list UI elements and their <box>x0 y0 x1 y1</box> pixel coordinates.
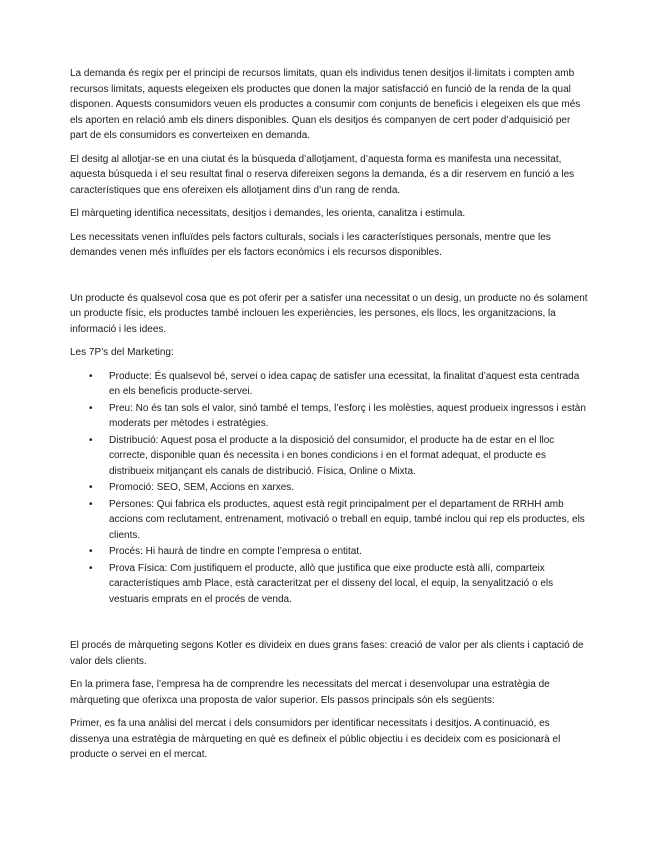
paragraph-first-phase: En la primera fase, l’empresa ha de comprendre les necessitats del mercat i desenvolupar una estratègia de màrqueting que oferixca una proposta de valor superior. Els passos principals són els següents: <box>70 679 550 706</box>
section-spacer <box>70 269 590 291</box>
list-item-text: Distribució: Aquest posa el producte a la disposició del consumidor, el producte ha de estar en el lloc correcte, disponible quan és necessita i en bones condicions i en el format adequat, el producte es distribueix mitjançant els canals de distribució. Física, Online o Mixta. <box>109 434 555 477</box>
list-item <box>89 544 590 560</box>
seven-ps-list <box>70 369 590 608</box>
list-item-text: Producte: És qualsevol bé, servei o idea capaç de satisfer una ecessitat, la finalitat d’aquest esta centrada en els beneficis producte-servei. <box>109 370 580 397</box>
bullet-icon: • <box>89 370 93 382</box>
bullet-icon: • <box>89 562 93 574</box>
list-item <box>89 561 590 608</box>
paragraph-product-definition: Un producte és qualsevol cosa que es pot oferir per a satisfer una necessitat o un desig, un producte no és solament un producte físic, els productes també inclouen les experiències, les persones, els llocs, les organitzacions, la informació i les idees. <box>70 292 588 335</box>
list-item-text: Preu: No és tan sols el valor, sinó també el temps, l’esforç i les molèsties, aquest produeix ingressos i estàn moderats per mètodes i estratègies. <box>109 402 586 429</box>
list-item <box>89 433 590 480</box>
paragraph-market-analysis: Primer, es fa una anàlisi del mercat i dels consumidors per identificar necessitats i desitjos. A continuació, es dissenya una estratègia de màrqueting en què es defineix el públic objectiu i es decideix com es posicionarà el producte o servei en el mercat. <box>70 718 561 760</box>
document-page <box>70 66 590 771</box>
paragraph-marketing-role: El màrqueting identifica necessitats, desitjos i demandes, les orienta, canalitza i estimula. <box>70 208 466 219</box>
bullet-icon: • <box>89 498 93 510</box>
list-item <box>89 401 590 432</box>
section-spacer <box>70 616 590 638</box>
list-item <box>89 369 590 400</box>
bullet-icon: • <box>89 402 93 414</box>
bullet-icon: • <box>89 482 93 493</box>
bullet-icon: • <box>89 546 93 557</box>
bullet-icon: • <box>89 434 93 446</box>
list-item <box>89 480 590 496</box>
list-item-text: Prova Física: Com justifiquem el producte, allò que justifica que eixe producte està allí, comparteix característiques amb Place, està caracteritzat per el disseny del local, el equip, la senyalització o els vestuaris emprats en el procés de venda. <box>109 562 554 605</box>
seven-ps-title: Les 7P’s del Marketing: <box>70 347 174 358</box>
paragraph-demand: La demanda és regix per el principi de recursos limitats, quan els individus tenen desitjos il·limitats i compten amb recursos limitats, aquests elegeixen els productes que donen la major satisfacció en funció de la renda de la qual disponen. Aquests consumidors veuen els productes a consumir com conjunts de beneficis i elegeixen els que més els aporten en relació amb els diners disponibles. Quan els desitjos és companyen de cert poder d’adquisició per part de els consumidors es converteixen en demanda. <box>70 68 581 141</box>
list-item-text: Procés: Hi haurà de tindre en compte l’empresa o entitat. <box>109 546 362 557</box>
list-item-text: Persones: Qui fabrica els productes, aquest està regit principalment per el departament de RRHH amb accions com reclutament, entrenament, motivació o treball en equip, també inclou qui rep els productes, els clients. <box>109 498 585 541</box>
paragraph-kotler-process: El procés de màrqueting segons Kotler es divideix en dues grans fases: creació de valor per als clients i captació de valor dels clients. <box>70 640 584 667</box>
paragraph-needs-influences: Les necessitats venen influïdes pels factors culturals, socials i les característiques personals, mentre que les demandes venen més influïdes per els factors econòmics i els recursos disponibles. <box>70 231 551 258</box>
list-item <box>89 497 590 544</box>
paragraph-accommodation: El desitg al allotjar-se en una ciutat és la búsqueda d’allotjament, d’aquesta forma es manifesta una necessitat, aquesta búsqueda i el seu resultat final o reserva difereixen segons la demanda, és a dir reservem en funció a les característiques que ens ofereixen els allotjament dins d’un rang de renda. <box>70 153 575 196</box>
list-item-text: Promoció: SEO, SEM, Accions en xarxes. <box>109 482 295 493</box>
